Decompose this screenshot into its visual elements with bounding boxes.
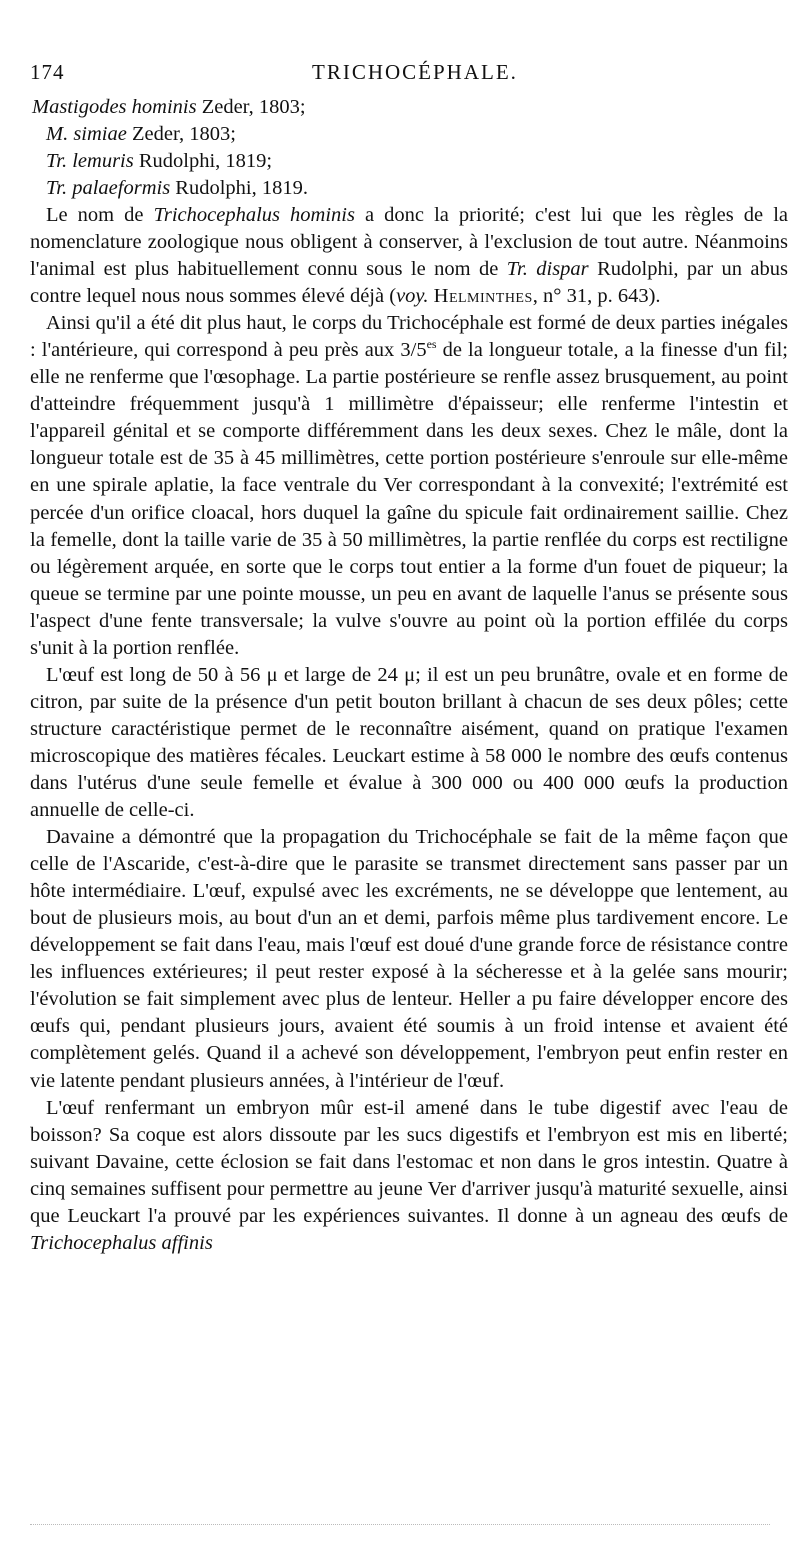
- synonym-name: Tr. lemuris: [46, 150, 134, 172]
- text-run: L'œuf renfermant un embryon mûr est-il amené dans le tube digestif avec l'eau de boisson? Sa coque est alors dissoute par les sucs digestifs et l'embryon est mis en liberté; suivant Davaine, cette éclosion se fait dans l'estomac et non dans le gros intestin. Quatre à cinq semaines suffisent pour permettre au jeune Ver d'arriver jusqu'à maturité sexuelle, ainsi que Leuckart l'a prouvé par les expériences suivantes. Il donne à un agneau des œufs de: [30, 1096, 788, 1227]
- cross-reference-abbrev: voy.: [396, 285, 429, 308]
- paragraph-development: Davaine a démontré que la propagation du Trichocéphale se fait de la même façon que celle de l'Ascaride, c'est-à-dire que le parasite se transmet directement sans passer par un hôte intermédiaire. L'œuf, expulsé avec les excréments, ne se développe que lentement, au bout de plusieurs mois, au bout d'un an et demi, parfois même plus tardivement encore. Le développement se fait dans l'eau, mais l'œuf est doué d'une grande force de résistance contre les influences extérieures; il peut rester exposé à la sécheresse et à la gelée sans mourir; l'évolution se fait simplement avec plus de lenteur. Heller a pu faire développer encore des œufs qui, pendant plusieurs jours, avaient été soumis à un froid intense et avaient été complètement gelés. Quand il a achevé son développement, l'embryon peut enfin rester en vie latente pendant plusieurs années, à l'intérieur de l'œuf.: [30, 826, 788, 1092]
- text-run: Le nom de: [46, 204, 154, 226]
- species-name: Tr. dispar: [506, 258, 589, 281]
- paragraph-egg: L'œuf est long de 50 à 56 μ et large de 24 μ; il est un peu brunâtre, ovale et en forme de citron, par suite de la présence d'un petit bouton brillant à chacun de ses deux pôles; cette structure caractéristique permet de le reconnaître aisément, quand on pratique l'examen microscopique des matières fécales. Leuckart estime à 58 000 le nombre des œufs contenus dans l'utérus d'une seule femelle et évalue à 300 000 ou 400 000 œufs la production annuelle de celle-ci.: [30, 663, 788, 822]
- text-run: de la longueur totale, a la finesse d'un fil; elle ne renferme que l'œsophage. La partie postérieure se renfle assez brusquement, au point d'atteindre fréquemment jusqu'à 1 millimètre d'épaisseur; elle renferme l'intestin et l'appareil génital et se comporte différemment dans les deux sexes. Chez le mâle, dont la longueur totale est de 35 à 45 millimètres, cette portion postérieure s'enroule sur elle-même en une spirale aplatie, la face ventrale du Ver correspondant à la convexité; l'extrémité est percée d'un orifice cloacal, hors duquel la gaîne du spicule fait ordinairement saillie. Chez la femelle, dont la taille varie de 35 à 50 millimètres, la partie renflée du corps est rectiligne ou légèrement arquée, en sorte que le corps tout entier a la forme d'un fouet de piqueur; la queue se termine par une pointe mousse, un peu en avant de laquelle l'anus se présente sous l'aspect d'une fente transversale; la vulve s'ouvre au point où la portion effilée du corps s'unit à la portion renflée.: [30, 339, 788, 659]
- synonym-entry: [30, 94, 788, 121]
- synonym-name: Mastigodes hominis: [32, 96, 197, 118]
- synonym-entry: [30, 121, 788, 148]
- synonym-name: M. simiae: [46, 123, 127, 145]
- synonym-list: [30, 94, 788, 202]
- text-run: a donc la priorité; c'est lui que les règles de la nomenclature zoologique nous obligent à conserver, à l'exclusion de tout autre. Néanmoins l'animal est plus habituellement connu sous le nom de: [30, 204, 788, 281]
- page-bottom-divider: [30, 1524, 770, 1525]
- synonym-entry: [30, 148, 788, 175]
- paragraph-morphology: [30, 310, 788, 662]
- superscript: es: [426, 337, 437, 352]
- species-name: Trichocephalus affinis: [30, 1231, 213, 1254]
- text-run: , n° 31, p. 643).: [532, 285, 661, 308]
- cross-reference-title: Helminthes: [433, 285, 533, 308]
- synonym-author: Rudolphi, 1819;: [133, 150, 273, 172]
- text-run: Rudolphi, par un abus contre lequel nous nous sommes élevé déjà (: [30, 258, 788, 308]
- synonym-author: Zeder, 1803;: [126, 123, 236, 145]
- synonym-entry: [30, 175, 788, 202]
- synonym-author: Rudolphi, 1819.: [170, 177, 308, 199]
- running-title: TRICHOCÉPHALE.: [312, 60, 518, 84]
- synonym-name: Tr. palaeformis: [46, 177, 171, 199]
- paragraph-priority: [30, 202, 788, 310]
- paragraph-infection: [30, 1095, 788, 1257]
- book-page: [30, 58, 788, 1257]
- synonym-author: Zeder, 1803;: [196, 96, 306, 118]
- text-run: Ainsi qu'il a été dit plus haut, le corps du Trichocéphale est formé de deux parties inégales : l'antérieure, qui correspond à peu près aux 3/5: [30, 312, 788, 362]
- page-header: [30, 58, 788, 94]
- page-number: 174: [30, 60, 65, 84]
- species-name: Trichocephalus hominis: [153, 204, 355, 226]
